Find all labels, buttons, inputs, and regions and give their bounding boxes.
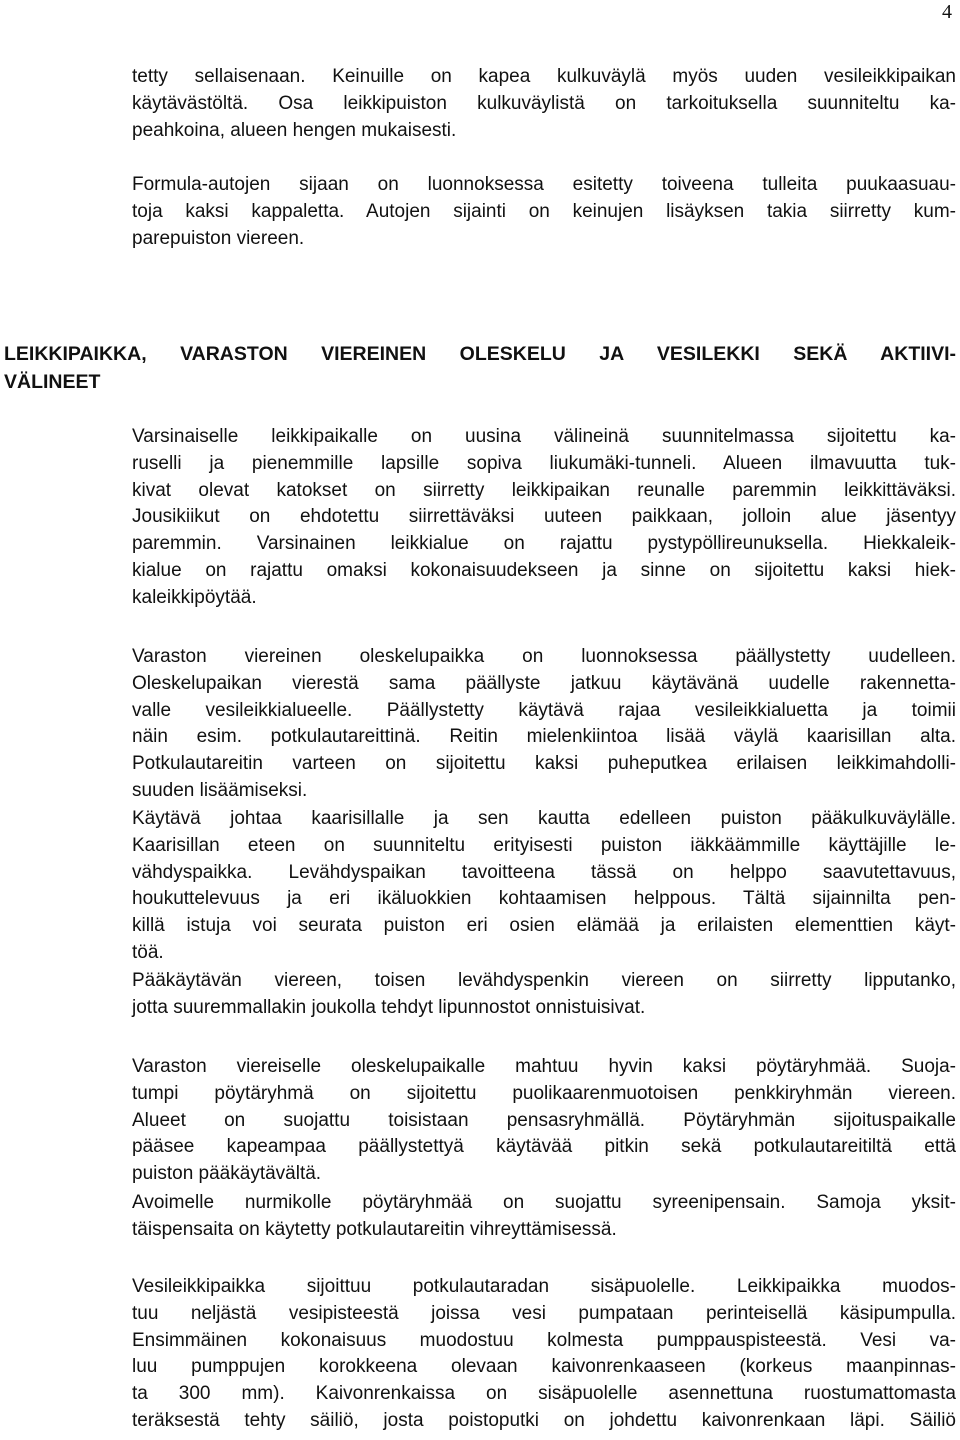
text-line: tetty sellaisenaan. Keinuille on kapea kulkuväylä myös uuden vesileikkipaikan <box>132 66 956 87</box>
text-line: Oleskelupaikan vierestä sama päällyste jatkuu käytävänä uudelle rakennetta- <box>132 672 956 694</box>
text-line: paremmin. Varsinainen leikkialue on rajattu pystypöllireunuksella. Hiekkaleik- <box>132 533 956 555</box>
text-line: kialue on rajattu omaksi kokonaisuudekseen ja sinne on sijoitettu kaksi hiek- <box>132 559 956 581</box>
text-line: Käytävä johtaa kaarisillalle ja sen kautta edelleen puiston pääkulkuväylälle. <box>132 808 956 829</box>
text-line: valle vesileikkialueelle. Päällystetty käytävä rajaa vesileikkialuetta ja toimii <box>132 699 956 721</box>
text-line: puiston pääkäytävältä. <box>132 1163 322 1185</box>
text-line: näin esim. potkulautareittinä. Reitin mielenkiintoa lisää väylä kaarisillan alta. <box>132 726 956 748</box>
text-line: toja kaksi kappaletta. Autojen sijainti on keinujen lisäyksen takia siirretty kum- <box>132 200 956 222</box>
text-line: Alueet on suojattu toisistaan pensasryhmällä. Pöytäryhmän sijoituspaikalle <box>132 1109 956 1131</box>
heading-line: VÄLINEET <box>4 371 101 393</box>
text-line: tumpi pöytäryhmä on sijoitettu puolikaarenmuotoisen penkkiryhmän viereen. <box>132 1082 956 1104</box>
heading-line: LEIKKIPAIKKA, VARASTON VIEREINEN OLESKELU JA VESILEKKI SEKÄ AKTIIVI- <box>4 343 956 365</box>
text-line: Kaarisillan eteen on suunniteltu erityisesti puiston iäkkäämmille käyttäjille le- <box>132 834 956 856</box>
text-line: ta 300 mm). Kaivonrenkaissa on sisäpuolelle asennettuna ruostumattomasta <box>132 1383 956 1405</box>
text-line: parepuiston viereen. <box>132 227 305 249</box>
paragraph <box>132 1274 956 1435</box>
text-line: luu pumppujen korokkeena olevaan kaivonrenkaaseen (korkeus maanpinnas- <box>132 1356 956 1378</box>
paragraph <box>132 424 956 612</box>
paragraph <box>132 644 956 805</box>
text-line: Ensimmäinen kokonaisuus muodostuu kolmesta pumppauspisteestä. Vesi va- <box>132 1329 956 1351</box>
text-line: kaleikkipöytää. <box>132 586 257 608</box>
text-line: peahkoina, alueen hengen mukaisesti. <box>132 119 457 141</box>
text-line: Varaston viereiselle oleskelupaikalle mahtuu hyvin kaksi pöytäryhmää. Suoja- <box>132 1056 956 1077</box>
text-line: vähdyspaikka. Levähdyspaikan tavoitteena tässä on helppo saavutettavuus, <box>132 861 956 883</box>
text-line: käytävästöltä. Osa leikkipuiston kulkuväylistä on tarkoituksella suunniteltu ka- <box>132 92 956 114</box>
text-line: Avoimelle nurmikolle pöytäryhmää on suojattu syreenipensain. Samoja yksit- <box>132 1192 956 1213</box>
text-line: suuden lisäämiseksi. <box>132 779 308 801</box>
paragraph <box>132 806 956 967</box>
paragraph <box>132 64 956 144</box>
text-line: houkuttelevuus ja eri ikäluokkien kohtaamisen helppous. Tältä sijainnilta pen- <box>132 888 956 910</box>
text-line: Pääkäytävän viereen, toisen levähdyspenkin viereen on siirretty lipputanko, <box>132 970 956 991</box>
text-line: kivat olevat katokset on siirretty leikkipaikan reunalle paremmin leikkittäväksi. <box>132 479 956 501</box>
paragraph <box>132 1190 956 1244</box>
text-line: teräksestä tehty säiliö, josta poistoputki on johdettu kaivonrenkaan läpi. Säiliö <box>132 1409 956 1431</box>
text-line: Jousikiikut on ehdotettu siirrettäväksi uuteen paikkaan, jolloin alue jäsentyy <box>132 506 956 528</box>
text-line: tuu neljästä vesipisteestä joissa vesi pumpataan perinteisellä käsipumpulla. <box>132 1302 956 1324</box>
page-number: 4 <box>942 1 952 23</box>
text-line: Varaston viereinen oleskelupaikka on luonnoksessa päällystetty uudelleen. <box>132 646 956 667</box>
text-line: Formula-autojen sijaan on luonnoksessa esitetty toiveena tulleita puukaasuau- <box>132 174 956 195</box>
paragraph <box>132 172 956 252</box>
text-line: ruselli ja pienemmille lapsille sopiva liukumäki-tunneli. Alueen ilmavuutta tuk- <box>132 452 956 474</box>
text-line: jotta suuremmallakin joukolla tehdyt lipunnostot onnistuisivat. <box>132 996 646 1018</box>
text-line: killä istuja voi seurata puiston eri osien elämää ja erilaisten elementtien käyt- <box>132 915 956 937</box>
text-line: täispensaita on käytetty potkulautareitin vihreyttämisessä. <box>132 1218 617 1240</box>
text-line: Varsinaiselle leikkipaikalle on uusina välineinä suunnitelmassa sijoitettu ka- <box>132 426 956 447</box>
paragraph <box>132 968 956 1022</box>
paragraph <box>132 1054 956 1188</box>
text-line: pääsee kapeampaa päällystettyä käytävää pitkin sekä potkulautareitiltä että <box>132 1136 956 1158</box>
text-line: Vesileikkipaikka sijoittuu potkulautaradan sisäpuolelle. Leikkipaikka muodos- <box>132 1276 956 1297</box>
text-line: Potkulautareitin varteen on sijoitettu kaksi puheputkea erilaisen leikkimahdolli- <box>132 753 956 775</box>
text-line: töä. <box>132 941 164 963</box>
section-heading <box>4 340 956 396</box>
